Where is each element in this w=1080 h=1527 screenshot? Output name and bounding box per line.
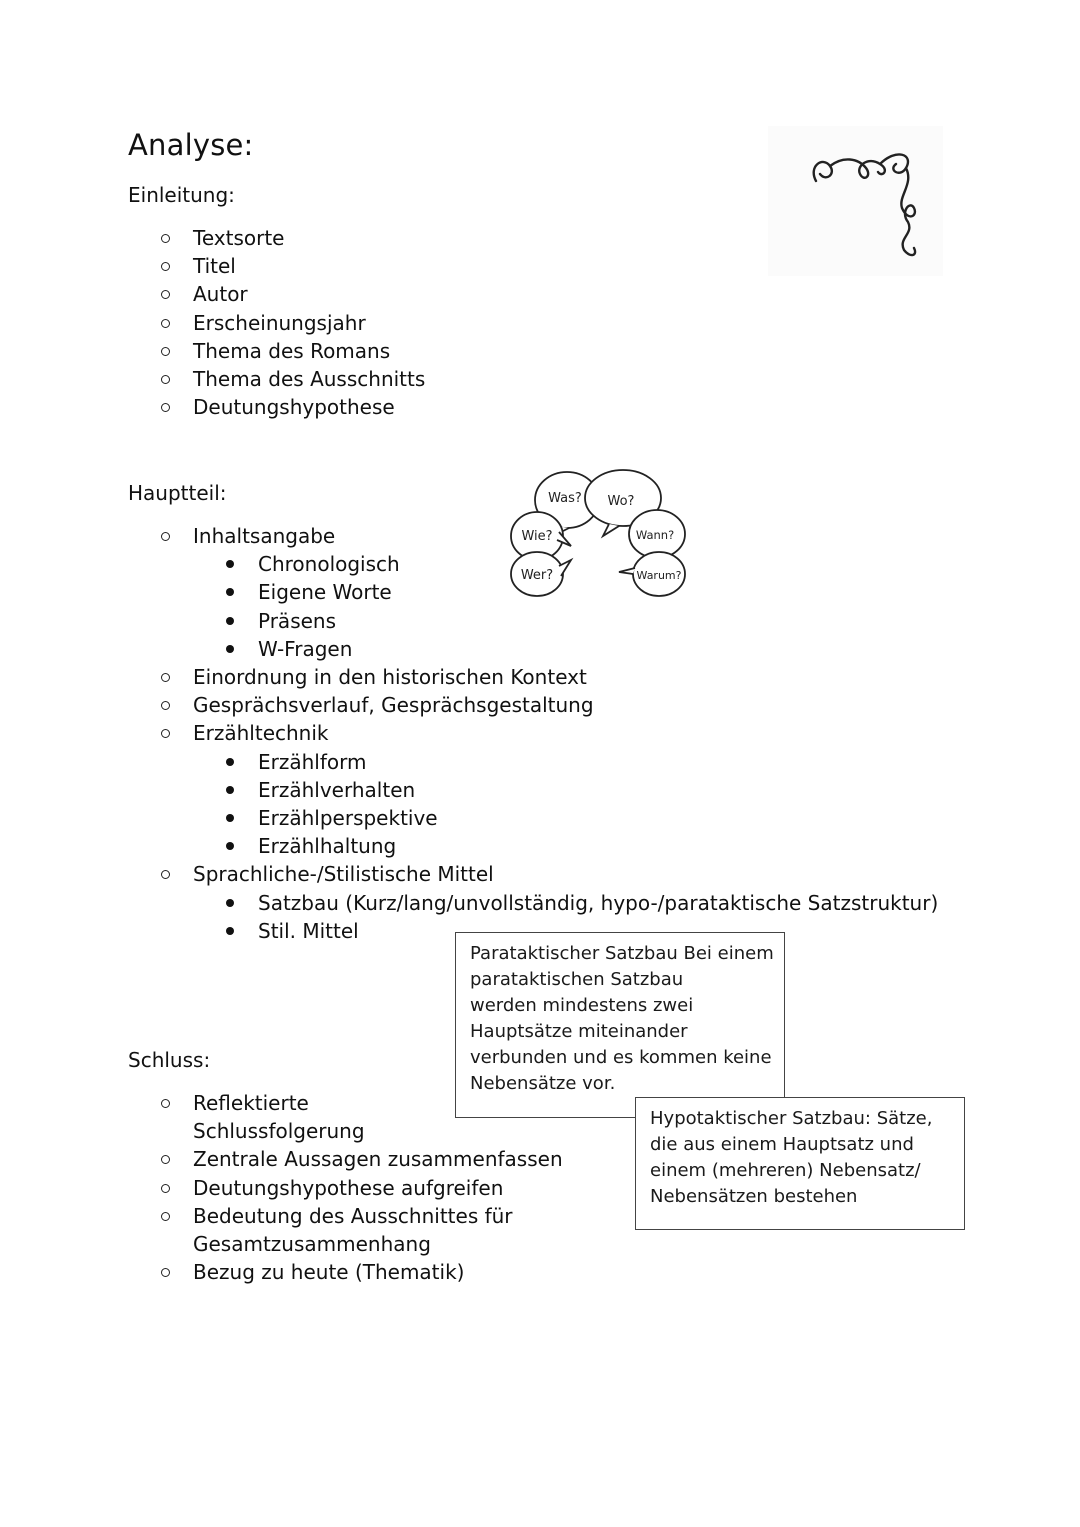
schluss-list [128,1089,563,1286]
list-item: Thema des Ausschnitts [128,365,425,393]
note-line: Nebensätze vor. [470,1073,616,1094]
sub-list-item: W-Fragen [128,635,938,663]
schluss-heading: Schluss: [128,1048,211,1072]
einleitung-heading: Einleitung: [128,183,235,207]
list-item: Bedeutung des Ausschnittes für [128,1202,563,1230]
note-line: Parataktischer Satzbau Bei einem [470,943,774,964]
list-item: Inhaltsangabe [128,522,938,550]
list-item: Autor [128,280,425,308]
w-frage-label: Was? [548,491,582,506]
list-item: Deutungshypothese [128,393,425,421]
w-frage-label: Wer? [520,568,554,583]
note-line: Hauptsätze miteinander [470,1021,688,1042]
note-hypotaktisch [635,1097,965,1230]
note-line: Nebensätzen bestehen [650,1186,858,1207]
note-line: verbunden und es kommen keine [470,1047,772,1068]
list-item: Einordnung in den historischen Kontext [128,663,938,691]
sub-list-item: Erzählform [128,748,938,776]
list-item: Zentrale Aussagen zusammenfassen [128,1145,563,1173]
note-line: Hypotaktischer Satzbau: Sätze, [650,1108,933,1129]
list-item: Bezug zu heute (Thematik) [128,1258,563,1286]
list-item: Textsorte [128,224,425,252]
list-item: Titel [128,252,425,280]
einleitung-list [128,224,425,421]
hauptteil-heading: Hauptteil: [128,481,227,505]
list-item: Erscheinungsjahr [128,309,425,337]
list-item: Erzähltechnik [128,719,938,747]
sub-list-item: Eigene Worte [128,578,938,606]
list-item-continued: Schlussfolgerung [193,1119,365,1144]
w-frage-label: Wann? [635,528,675,542]
note-line: parataktischen Satzbau [470,969,684,990]
sub-list-item: Stil. Mittel [128,917,938,945]
w-frage-label: Warum? [636,569,682,582]
w-frage-label: Wie? [521,529,553,544]
list-item: Deutungshypothese aufgreifen [128,1174,563,1202]
list-item: Thema des Romans [128,337,425,365]
sub-list-item: Chronologisch [128,550,938,578]
list-item-continued: Gesamtzusammenhang [193,1232,431,1257]
list-item: Gesprächsverlauf, Gesprächsgestaltung [128,691,938,719]
note-line: werden mindestens zwei [470,995,694,1016]
page-title: Analyse: [128,128,254,162]
sub-list-item: Satzbau (Kurz/lang/unvollständig, hypo-/parataktische Satzstruktur) [128,889,938,917]
speech-bubbles-icon [505,462,690,602]
sub-list-item: Präsens [128,607,938,635]
sub-list-item: Erzählverhalten [128,776,938,804]
sub-list-item: Erzählhaltung [128,832,938,860]
list-item: Sprachliche-/Stilistische Mittel [128,860,938,888]
sub-list-item: Erzählperspektive [128,804,938,832]
note-line: einem (mehreren) Nebensatz/ [650,1160,921,1181]
swirl-ornament-icon [768,126,943,276]
note-line: die aus einem Hauptsatz und [650,1134,914,1155]
note-parataktisch [455,932,785,1118]
list-item: Reflektierte [128,1089,563,1117]
w-frage-label: Wo? [607,494,635,509]
